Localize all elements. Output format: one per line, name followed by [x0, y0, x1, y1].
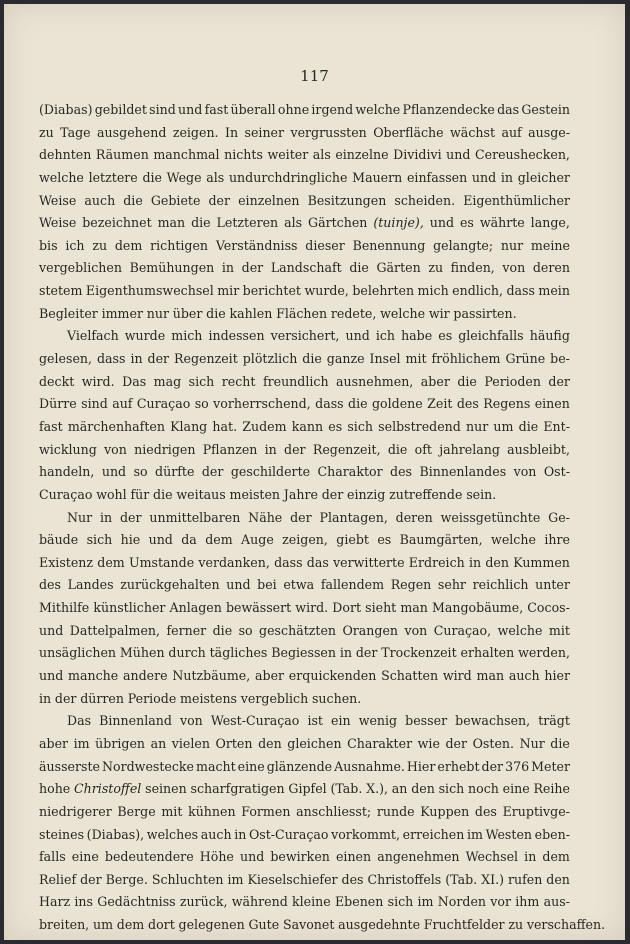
text-line: fast märchenhaften Klang hat. Zudem kann es sich selbstredend nur um die Ent-: [39, 418, 570, 434]
text-line: wicklung von niedrigen Pflanzen in der Regenzeit, die oft jahrelang ausbleibt,: [39, 441, 570, 457]
text-line: hohe Christoffel seinen scharfgratigen Gipfel (Tab. X.), an den sich noch eine Reihe: [39, 781, 570, 797]
text-line: (Diabas) gebildet sind und fast überall ohne irgend welche Pflanzendecke das Gestein: [39, 102, 570, 117]
text-line: des Landes zurückgehalten und bei etwa fallendem Regen sehr reichlich unter: [39, 577, 570, 593]
text-line: und Dattelpalmen, ferner die so geschätzten Orangen von Curaçao, welche mit: [39, 622, 570, 638]
text-line: Nur in der unmittelbaren Nähe der Plantagen, deren weissgetünchte Ge-: [67, 509, 570, 525]
text-line: Dürre sind auf Curaçao so vorherrschend, dass die goldene Zeit des Regens einen: [39, 396, 570, 412]
text-line: Relief der Berge. Schluchten im Kieselschiefer des Christoffels (Tab. XI.) rufen den: [39, 871, 570, 887]
text-line: und manche andere Nutzbäume, aber erquickenden Schatten wird man auch hier: [39, 668, 570, 684]
text-line: vergeblichen Bemühungen in der Landschaft die Gärten zu finden, von deren: [39, 260, 570, 276]
text-line: unsäglichen Mühen durch tägliches Begiessen in der Trockenzeit erhalten werden,: [39, 645, 570, 661]
text-line: Weise bezeichnet man die Letzteren als Gärtchen (tuinje), und es währte lange,: [39, 215, 570, 231]
text-line: Mithilfe künstlicher Anlagen bewässert wird. Dort sieht man Mangobäume, Cocos-: [39, 600, 570, 616]
text-line: zu Tage ausgehend zeigen. In seiner vergrussten Oberfläche wächst auf ausge-: [39, 124, 570, 140]
text-line: Weise auch die Gebiete der einzelnen Besitzungen scheiden. Eigenthümlicher: [39, 192, 570, 208]
text-line: äusserste Nordwestecke macht eine glänzende Ausnahme. Hier erhebt der 376 Meter: [39, 758, 570, 774]
text-line: bis ich zu dem richtigen Verständniss dieser Benennung gelangte; nur meine: [39, 237, 570, 253]
text-line: Harz ins Gedächtniss zurück, während kleine Ebenen sich im Norden vor ihm aus-: [39, 894, 570, 910]
text-line: niedrigerer Berge mit kühnen Formen anschliesst; runde Kuppen des Eruptivge-: [39, 803, 570, 819]
text-line: welche letztere die Wege als undurchdringliche Mauern einfassen und in gleicher: [39, 169, 570, 185]
text-line: Existenz dem Umstande verdanken, dass das verwitterte Erdreich in den Kummen: [39, 554, 570, 570]
body-text: [39, 99, 606, 937]
text-line: Das Binnenland von West-Curaçao ist ein wenig besser bewachsen, trägt: [67, 713, 570, 729]
text-line: in der dürren Periode meistens vergeblich suchen.: [39, 690, 362, 706]
text-line: gelesen, dass in der Regenzeit plötzlich die ganze Insel mit fröhlichem Grüne be-: [39, 351, 570, 367]
text-line: steines (Diabas), welches auch in Ost-Curaçao vorkommt, erreichen im Westen eben-: [39, 826, 570, 842]
page-number: 117: [300, 67, 329, 85]
text-line: breiten, um dem dort gelegenen Gute Savonet ausgedehnte Fruchtfelder zu verschaffen.: [39, 917, 606, 933]
text-line: deckt wird. Das mag sich recht freundlich ausnehmen, aber die Perioden der: [39, 373, 570, 389]
text-line: stetem Eigenthumswechsel mir berichtet wurde, belehrten mich endlich, dass mein: [39, 283, 570, 299]
book-page: [4, 4, 625, 940]
text-line: Begleiter immer nur über die kahlen Flächen redete, welche wir passirten.: [39, 305, 517, 321]
text-line: aber im übrigen an vielen Orten den gleichen Charakter wie der Osten. Nur die: [39, 735, 570, 751]
text-line: bäude sich hie und da dem Auge zeigen, giebt es Baumgärten, welche ihre: [39, 532, 570, 548]
text-line: dehnten Räumen manchmal nichts weiter als einzelne Dividivi und Cereushecken,: [39, 147, 570, 163]
text-line: falls eine bedeutendere Höhe und bewirken einen angenehmen Wechsel in dem: [39, 849, 570, 865]
text-line: Curaçao wohl für die weitaus meisten Jahre der einzig zutreffende sein.: [39, 486, 497, 502]
text-line: Vielfach wurde mich indessen versichert, und ich habe es gleichfalls häufig: [67, 328, 570, 344]
text-line: handeln, und so dürfte der geschilderte Charaktor des Binnenlandes von Ost-: [39, 464, 570, 480]
